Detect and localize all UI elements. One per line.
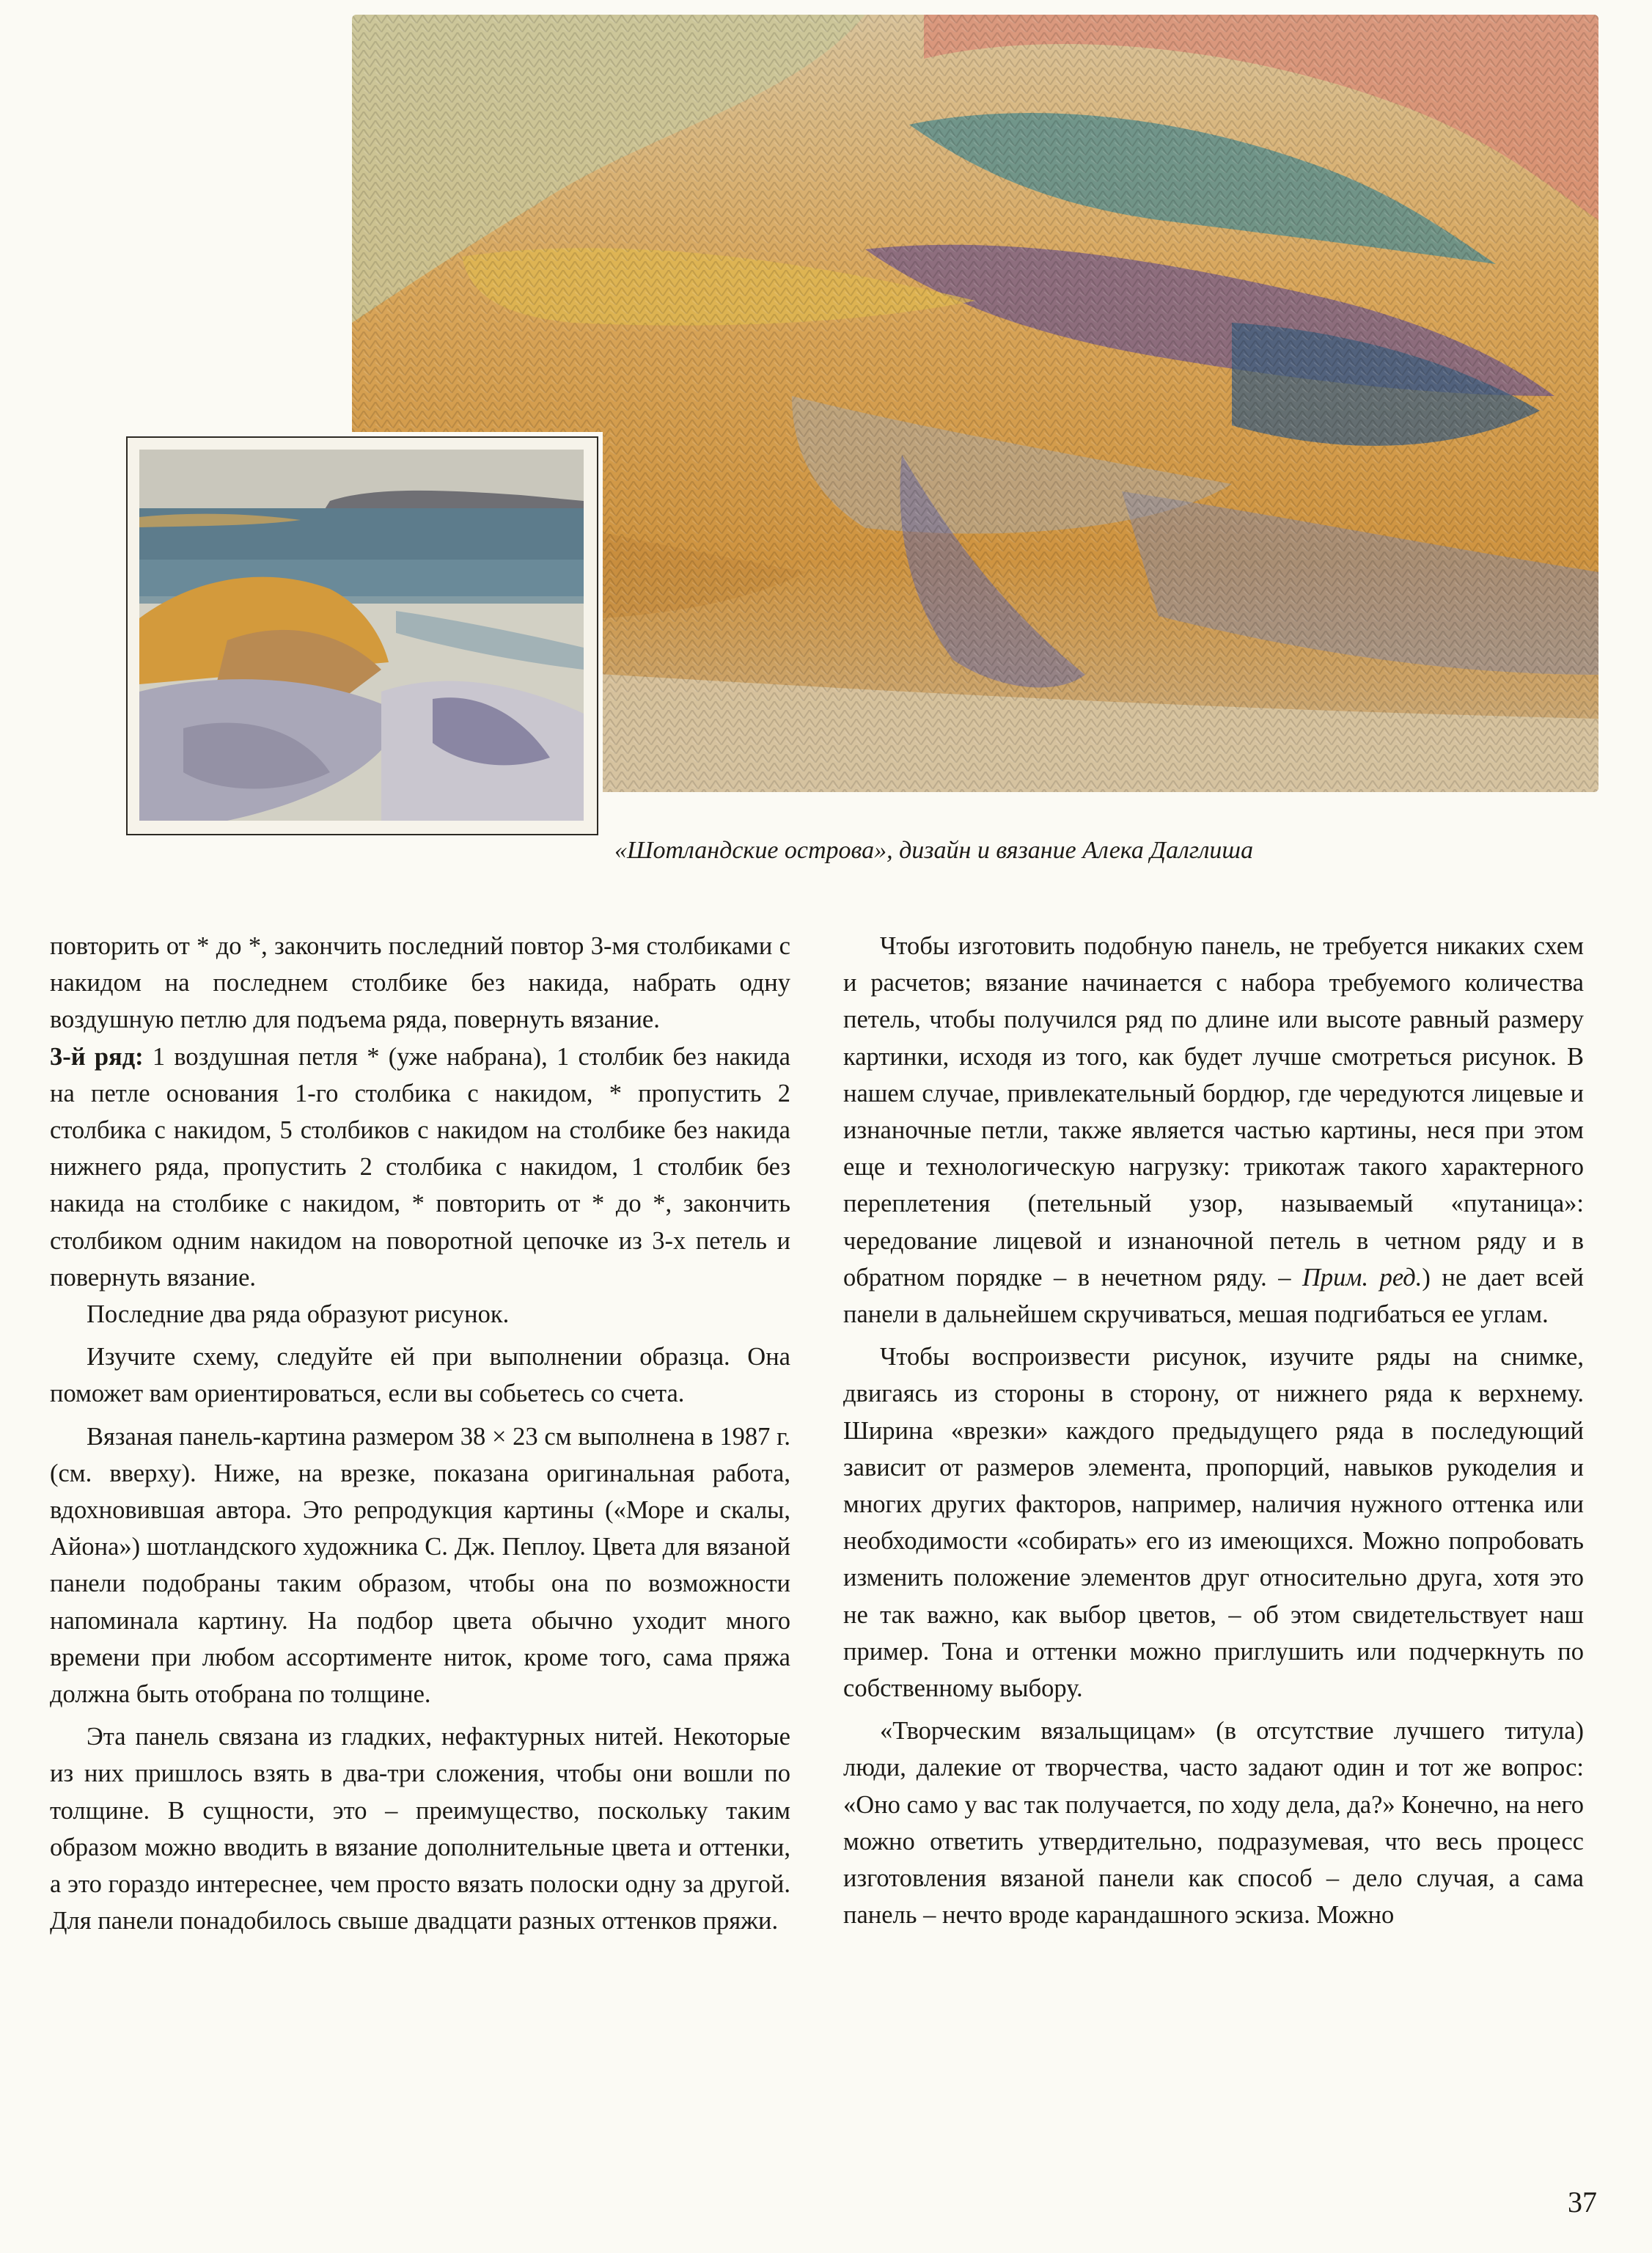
paragraph: Последние два ряда образуют рисунок. xyxy=(87,1300,510,1329)
page-number: 37 xyxy=(1568,2186,1597,2219)
row-label: 3-й ряд: xyxy=(50,1042,144,1071)
row-instructions: 1 воздушная петля * (уже набрана), 1 столбик без накида на петле основания 1-го столбика с накидом, * пропустить 2 столбика с накидом, 5 столбиков с накидом на столбике без накида нижнего ряда, пропустить 2 столбика с накидом, 1 столбик без накида на столбике с накидом, * повторить от * до *, закончить столбиком одним накидом на поворотной цепочке из 3-х петель и повернуть вязание. xyxy=(50,1042,790,1292)
paragraph: «Творческим вязальщицам» (в отсутствие лучшего титула) люди, далекие от творчества, часто задают один и тот же вопрос: «Оно само у вас так получается, по ходу дела, да?» Конечно, на него можно ответить утвердительно, подразумевая, что весь процесс изготовления вязаной панели как способ – дело случая, а сама панель – нечто вроде карандашного эскиза. Можно xyxy=(843,1717,1584,1930)
paragraph: Эта панель связана из гладких, нефактурных нитей. Некоторые из них пришлось взять в два-три сложения, чтобы они вошли по толщине. В сущности, это – преимущество, поскольку таким образом можно вводить в вязание дополнительные цвета и оттенки, а это гораздо интереснее, чем просто вязать полоски одну за другой. Для панели понадобилось свыше двадцати разных оттенков пряжи. xyxy=(50,1723,790,1935)
paragraph: Изучите схему, следуйте ей при выполнении образца. Она поможет вам ориентироваться, если вы собьетесь со счета. xyxy=(50,1343,790,1408)
paragraph: Чтобы изготовить подобную панель, не требуется никаких схем и расчетов; вязание начинается с набора требуемого количества петель, чтобы получился ряд по длине или высоте равный размеру картинки, исходя из того, как будет лучше смотреться рисунок. В нашем случае, привлекательный бордюр, где чередуются лицевые и изнаночные петли, также является частью картины, неся при этом еще и технологическую нагрузку: трикотаж такого характерного переплетения (петельный узор, называемый «путаница»: чередование лицевой и изнаночной петель в четном ряду и в обратном порядке – в нечетном ряду. – Прим. ред.) не дает всей панели в дальнейшем скручиваться, мешая подгибаться ее углам. xyxy=(843,932,1584,1329)
paragraph: повторить от * до *, закончить последний повтор 3-мя столбиками с накидом на последнем столбике без накида, набрать одну воздушную петлю для подъема ряда, повернуть вязание. xyxy=(50,932,790,1034)
paragraph: Вязаная панель-картина размером 38 × 23 см выполнена в 1987 г. (см. вверху). Ниже, на врезке, показана оригинальная работа, вдохновившая автора. Это репродукция картины («Море и скалы, Айона») шотландского художника С. Дж. Пеплоу. Цвета для вязаной панели подобраны таким образом, чтобы она по возможности напоминала картину. На подбор цвета обычно уходит много времени при любом ассортименте ниток, кроме того, сама пряжа должна быть отобрана по толщине. xyxy=(50,1422,790,1709)
right-column xyxy=(843,928,1584,1933)
figure-caption: «Шотландские острова», дизайн и вязание Алека Далглиша xyxy=(614,837,1254,864)
painting-inset xyxy=(126,436,598,835)
editor-note: Прим. ред. xyxy=(1302,1263,1422,1292)
paragraph: Чтобы воспроизвести рисунок, изучите ряды на снимке, двигаясь из стороны в сторону, от нижнего ряда к верхнему. Ширина «врезки» каждого предыдущего ряда в последующий зависит от размеров элемента, пропорций, навыков рукоделия и многих других факторов, например, наличия нужного оттенка или необходимости «собирать» его из имеющихся. Можно попробовать изменить положение элементов друг относительно друга, хотя это не так важно, как выбор цветов, – об этом свидетельствует наш пример. Тона и оттенки можно приглушить или подчеркнуть по собственному выбору. xyxy=(843,1343,1584,1703)
paragraph-row-3 xyxy=(50,1038,790,1296)
left-column xyxy=(50,928,790,1939)
